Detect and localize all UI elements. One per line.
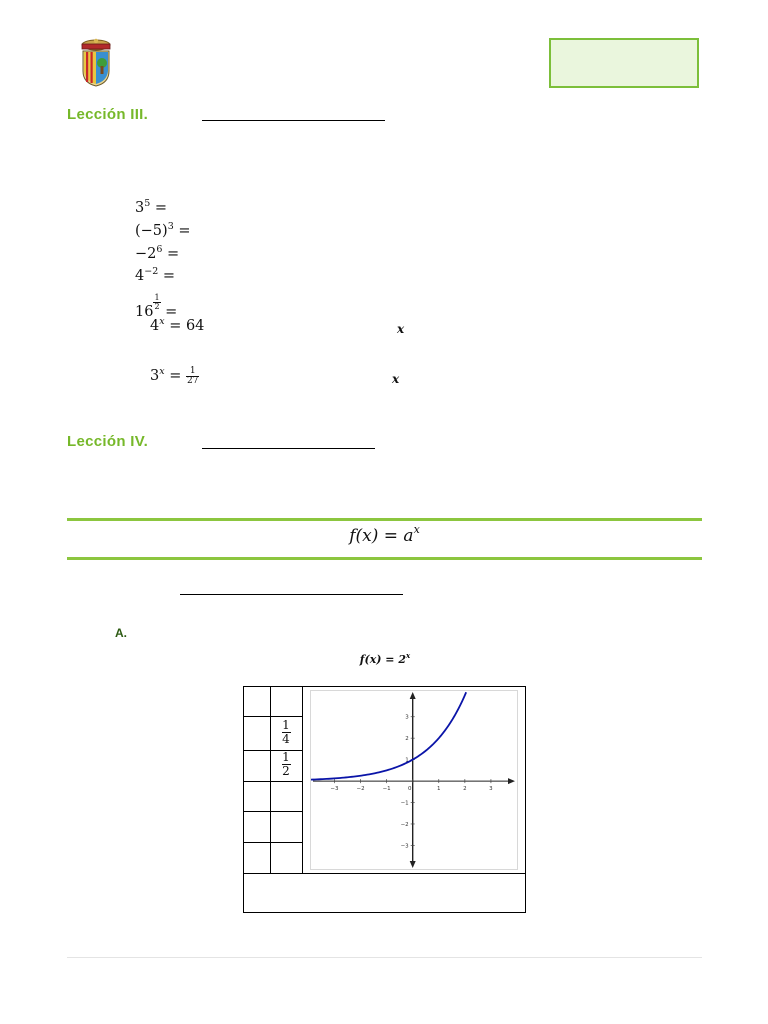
table-row-divider bbox=[243, 811, 303, 812]
function-curve bbox=[311, 692, 466, 779]
exponential-graph bbox=[311, 691, 517, 869]
lesson-4-blank bbox=[202, 448, 375, 449]
x-tick-label: 2 bbox=[463, 786, 467, 793]
section-a-label: A. bbox=[115, 626, 127, 640]
table-row-divider bbox=[243, 842, 303, 843]
formula-band-bottom bbox=[67, 557, 702, 560]
y-tick-label: 3 bbox=[405, 714, 409, 721]
coat-of-arms-icon bbox=[76, 38, 116, 88]
section-blank bbox=[180, 594, 403, 595]
lesson-4-title: Lección IV. bbox=[67, 433, 149, 450]
y-axis-arrow-bottom bbox=[410, 861, 416, 868]
exercise-4: $4^{-2}$ = bbox=[135, 266, 176, 284]
y-tick-label: −3 bbox=[400, 843, 409, 850]
graph-panel bbox=[310, 690, 518, 870]
formula-band-top bbox=[67, 518, 702, 521]
equation-2-variable: x bbox=[392, 372, 400, 386]
equation-2: 3$^x$ = $\frac{1}{27}$ bbox=[150, 365, 199, 386]
x-tick-label: 1 bbox=[437, 786, 441, 793]
y-tick-label: −2 bbox=[400, 821, 409, 828]
x-tick-label: −2 bbox=[356, 786, 365, 793]
y-tick-label: −1 bbox=[400, 800, 409, 807]
exercise-2: $(-5)^3$ = bbox=[135, 221, 191, 239]
table-col-divider-1 bbox=[270, 686, 271, 874]
lesson-3-title: Lección III. bbox=[67, 106, 149, 123]
footer-divider bbox=[67, 957, 702, 958]
y-tick-label: 1 bbox=[405, 757, 409, 764]
table-col-divider-2 bbox=[302, 686, 303, 874]
exponential-formula: $f(x) = a^x$ bbox=[349, 523, 420, 546]
lesson-3-blank bbox=[202, 120, 385, 121]
x-tick-label: 0 bbox=[407, 786, 412, 793]
exercise-1: $3^5$ = bbox=[135, 198, 168, 216]
header-box bbox=[549, 38, 699, 88]
y-tick-label: 2 bbox=[405, 736, 409, 743]
x-tick-label: −3 bbox=[330, 786, 339, 793]
table-cell-y-half: 1 2 bbox=[282, 750, 290, 778]
table-cell-y-quarter: 1 4 bbox=[282, 718, 290, 746]
equation-1-variable: x bbox=[397, 322, 405, 336]
exercise-5: 16 $\frac{1}{2}$ = bbox=[135, 293, 178, 320]
x-axis-arrow bbox=[508, 778, 515, 784]
y-axis-arrow-top bbox=[410, 692, 416, 699]
equation-1: 4$^x$ = 64 bbox=[150, 316, 205, 334]
x-tick-label: −1 bbox=[382, 786, 391, 793]
graph-function-label: $f(x) = 2^x$ bbox=[359, 651, 411, 666]
table-row-divider bbox=[243, 781, 303, 782]
exercise-3: $-2^6$ = bbox=[135, 244, 180, 262]
x-tick-label: 3 bbox=[489, 786, 493, 793]
table-row-divider bbox=[243, 716, 303, 717]
table-row-divider bbox=[243, 873, 526, 874]
